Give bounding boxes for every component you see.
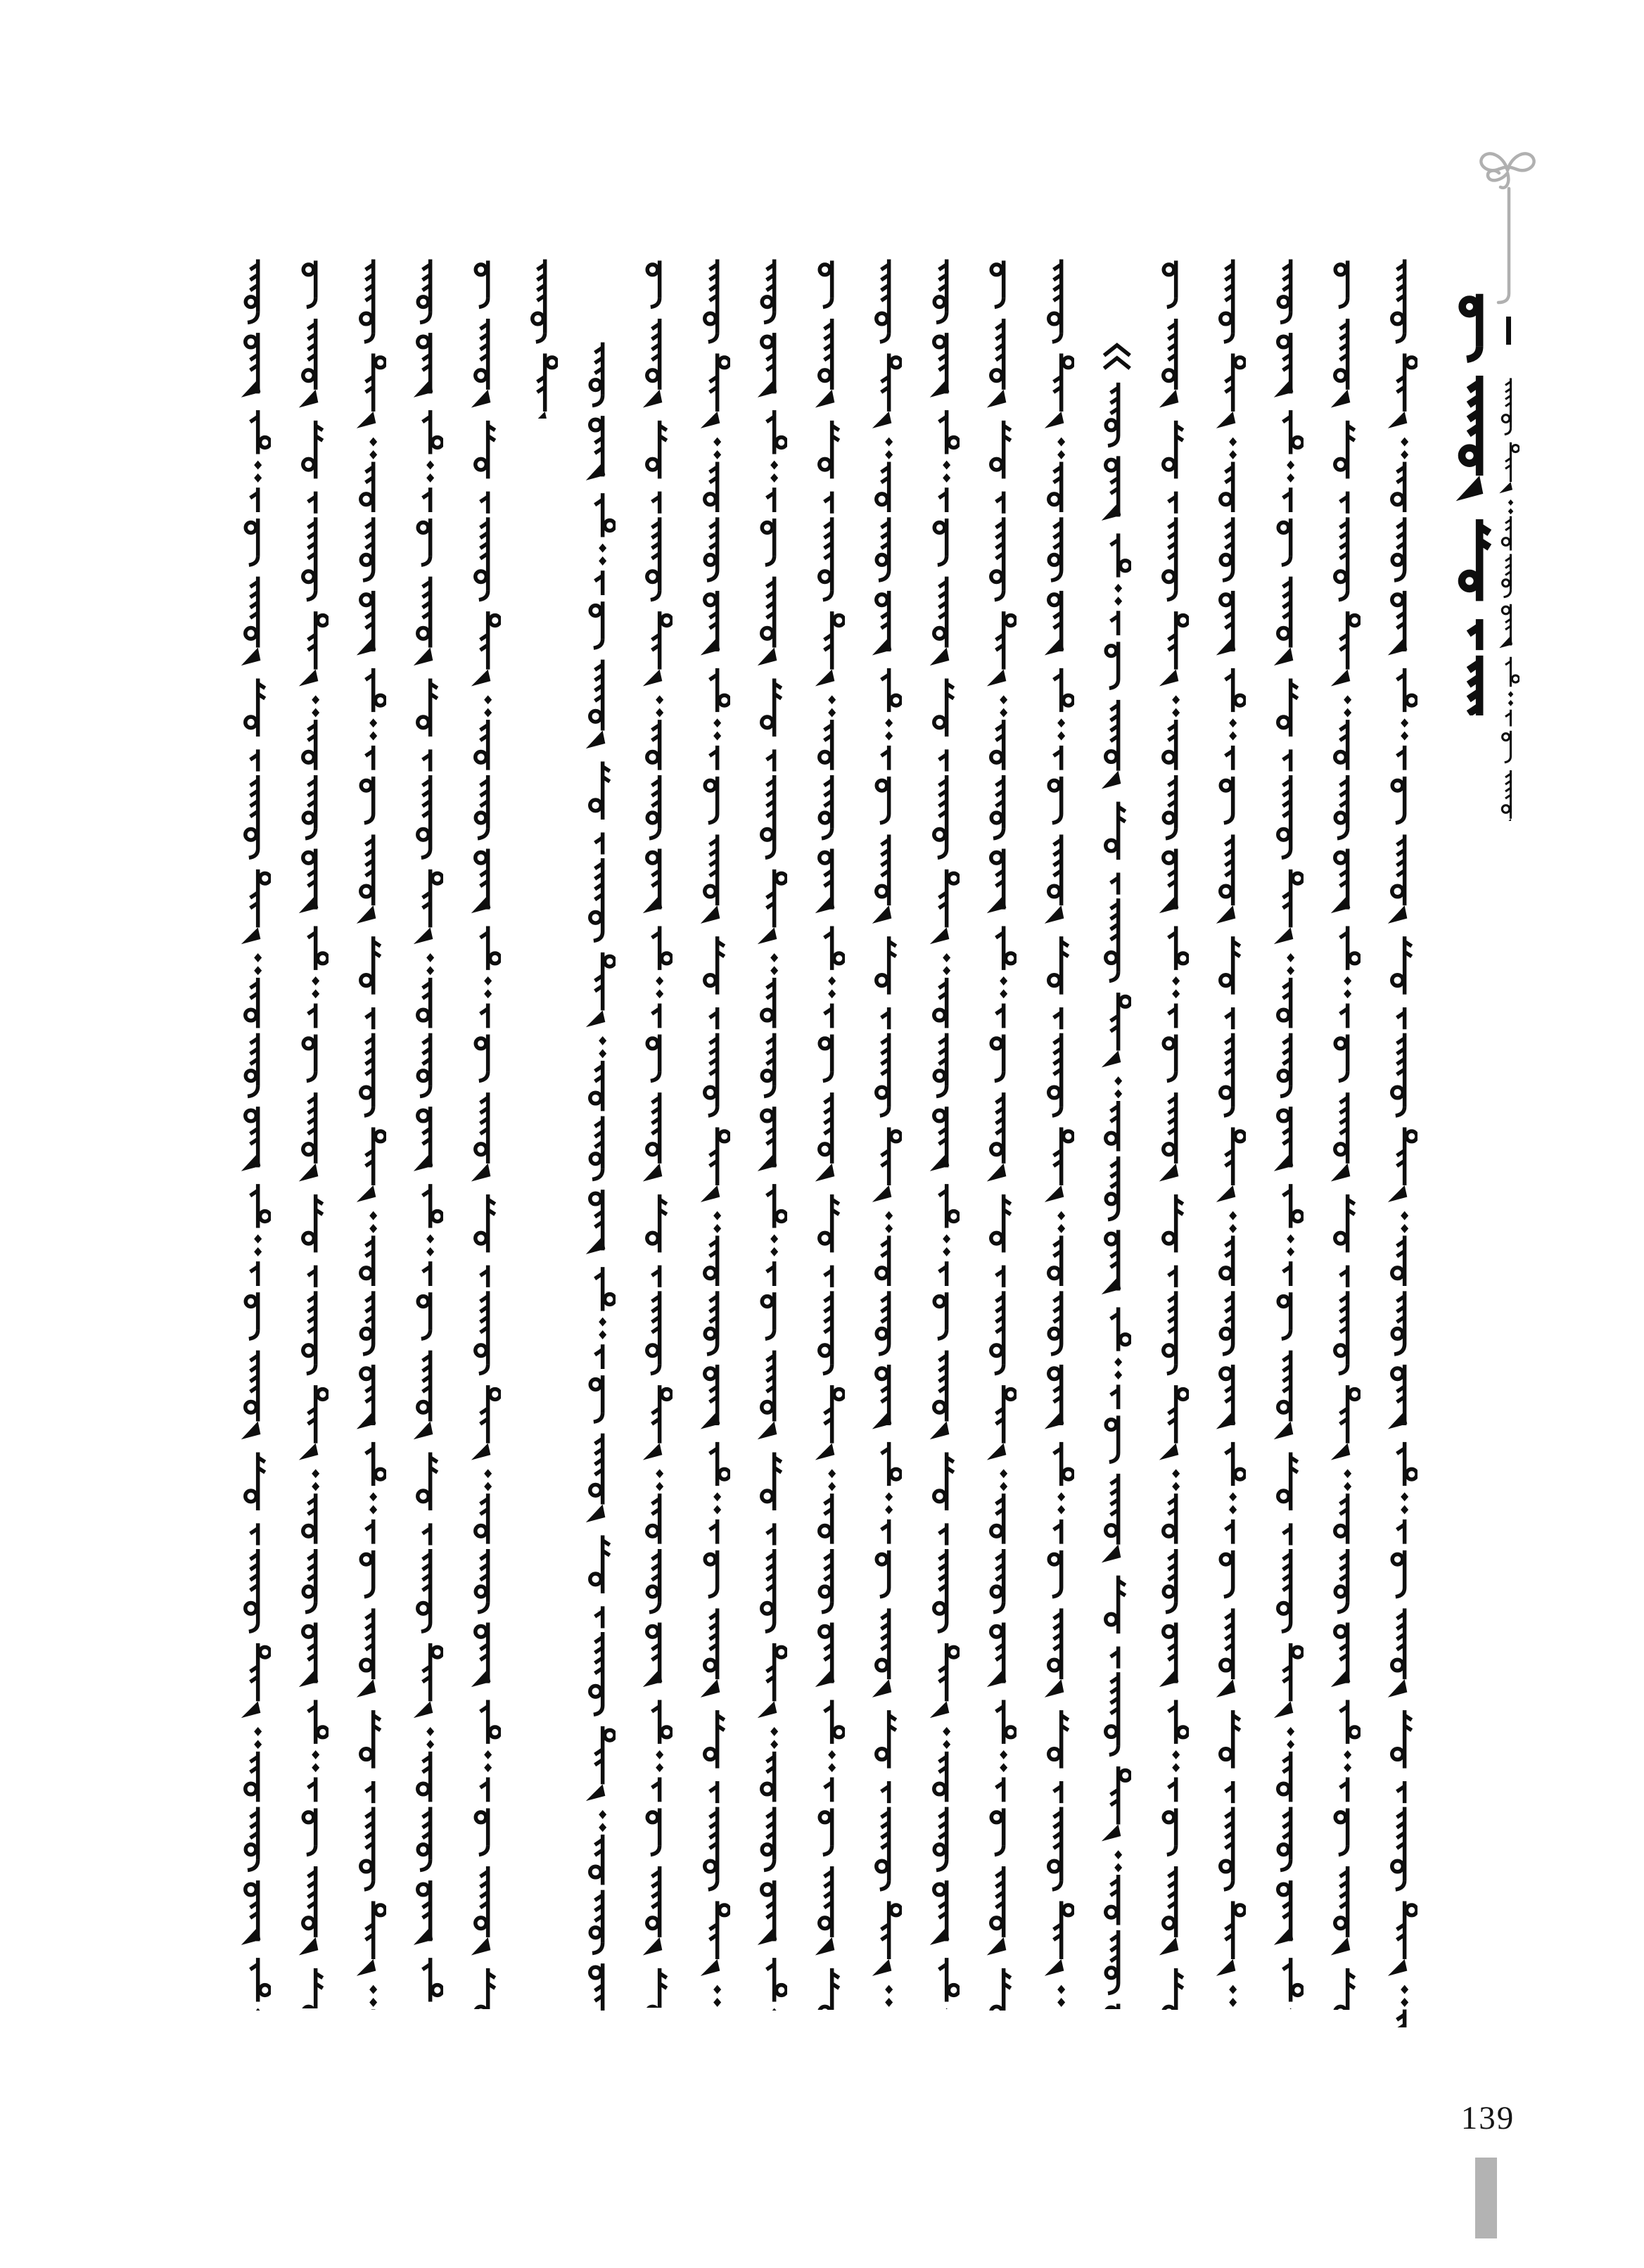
body-text-column <box>298 257 329 2008</box>
body-text-column <box>756 257 787 2011</box>
page-number: 139 <box>1460 2100 1515 2136</box>
body-text-column <box>1330 257 1361 2010</box>
body-text-column <box>1158 257 1189 2010</box>
body-text-column <box>240 257 271 2011</box>
body-text-column <box>412 257 443 2008</box>
body-text-column <box>871 257 902 2008</box>
body-text-column <box>1043 257 1074 2008</box>
flourish-icon <box>1481 153 1534 302</box>
body-text-column <box>527 257 558 419</box>
body-text-column <box>699 257 730 2009</box>
body-text-column <box>1387 257 1417 2027</box>
title-dash-mark <box>1506 317 1511 345</box>
running-head-column <box>1498 376 1519 821</box>
body-text-column <box>929 257 960 2009</box>
body-text-column <box>986 257 1017 2011</box>
body-text-column <box>1100 343 1131 2009</box>
body-text-column <box>814 257 845 2010</box>
body-text-column <box>1215 257 1246 2008</box>
chapter-title-column <box>1454 288 1498 715</box>
body-text-column <box>585 340 616 2011</box>
body-text-column <box>1273 257 1304 2009</box>
page-edge-tab <box>1475 2158 1497 2238</box>
body-text-column <box>355 257 386 2010</box>
body-text-column <box>642 257 673 2008</box>
body-text-column <box>470 257 501 2009</box>
